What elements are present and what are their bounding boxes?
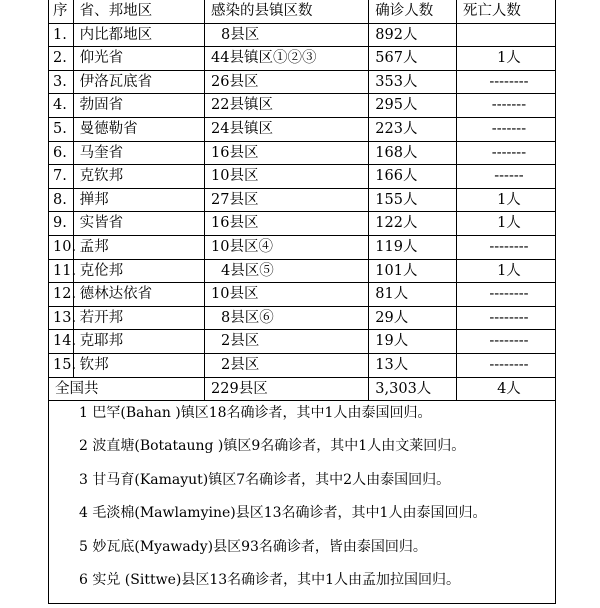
total-deaths: 4人 (456, 377, 555, 401)
row-no: 10. (49, 235, 73, 259)
table-row (49, 306, 555, 330)
row-cases: 168人 (369, 141, 457, 165)
row-towns: 10县区 (205, 165, 369, 189)
row-cases: 353人 (369, 70, 457, 94)
row-region: 克耶邦 (73, 330, 204, 354)
row-towns: 26县区 (205, 70, 369, 94)
table-row (49, 259, 555, 283)
row-deaths: ------- (456, 141, 555, 165)
covid-region-table-sheet (48, 0, 556, 604)
row-cases: 101人 (369, 259, 457, 283)
row-deaths: 1人 (456, 259, 555, 283)
row-region: 仰光省 (73, 47, 204, 71)
row-deaths: ------ (456, 165, 555, 189)
footnote: 5 妙瓦底(Myawady)县区93名确诊者，皆由泰国回归。 (79, 539, 427, 555)
row-region: 曼德勒省 (73, 117, 204, 141)
row-cases: 122人 (369, 212, 457, 236)
row-region: 孟邦 (73, 235, 204, 259)
row-towns: 27县区 (205, 188, 369, 212)
row-no: 4. (49, 94, 73, 118)
row-region: 克钦邦 (73, 165, 204, 189)
row-region: 勃固省 (73, 94, 204, 118)
table-row (49, 23, 555, 47)
total-label: 全国共 (49, 377, 205, 401)
table-row (49, 165, 555, 189)
total-cases: 3,303人 (369, 377, 457, 401)
row-deaths: -------- (456, 353, 555, 377)
table-row (49, 117, 555, 141)
row-region: 马奎省 (73, 141, 204, 165)
row-no: 12. (49, 283, 73, 307)
footnote: 2 波直塘(Botataung )镇区9名确诊者，其中1人由文莱回归。 (79, 438, 466, 454)
row-cases: 19人 (369, 330, 457, 354)
row-towns: 8县区⑥ (205, 306, 369, 330)
row-deaths: ------- (456, 117, 555, 141)
row-deaths: 1人 (456, 188, 555, 212)
header-row (49, 0, 555, 23)
row-deaths: 1人 (456, 212, 555, 236)
row-towns: 10县区 (205, 283, 369, 307)
row-region: 伊洛瓦底省 (73, 70, 204, 94)
total-towns: 229县区 (205, 377, 369, 401)
cases-table (49, 0, 555, 401)
row-region: 掸邦 (73, 188, 204, 212)
footnote: 1 巴罕(Bahan )镇区18名确诊者，其中1人由泰国回归。 (79, 405, 432, 421)
row-towns: 8县区 (205, 23, 369, 47)
row-no: 15. (49, 353, 73, 377)
row-no: 1. (49, 23, 73, 47)
row-cases: 223人 (369, 117, 457, 141)
row-towns: 44县镇区①②③ (205, 47, 369, 71)
row-region: 内比都地区 (73, 23, 204, 47)
table-row (49, 141, 555, 165)
footnote: 6 实兑 (Sittwe)县区13名确诊者，其中1人由孟加拉国回归。 (79, 572, 461, 588)
table-row (49, 47, 555, 71)
row-cases: 29人 (369, 306, 457, 330)
row-region: 若开邦 (73, 306, 204, 330)
row-towns: 2县区 (205, 330, 369, 354)
header-towns: 感染的县镇区数 (205, 0, 369, 23)
row-towns: 2县区 (205, 353, 369, 377)
row-region: 钦邦 (73, 353, 204, 377)
row-region: 德林达依省 (73, 283, 204, 307)
row-no: 3. (49, 70, 73, 94)
footnote: 3 甘马育(Kamayut)镇区7名确诊者，其中2人由泰国回归。 (79, 472, 451, 488)
row-deaths (456, 23, 555, 47)
header-no: 序 (49, 0, 73, 23)
row-deaths: -------- (456, 235, 555, 259)
table-row (49, 94, 555, 118)
row-towns: 22县镇区 (205, 94, 369, 118)
row-cases: 81人 (369, 283, 457, 307)
row-cases: 166人 (369, 165, 457, 189)
header-region: 省、邦地区 (73, 0, 204, 23)
row-no: 13. (49, 306, 73, 330)
row-cases: 567人 (369, 47, 457, 71)
table-row (49, 70, 555, 94)
row-cases: 892人 (369, 23, 457, 47)
row-no: 9. (49, 212, 73, 236)
row-region: 克伦邦 (73, 259, 204, 283)
row-no: 5. (49, 117, 73, 141)
row-no: 2. (49, 47, 73, 71)
row-towns: 10县区④ (205, 235, 369, 259)
table-row (49, 188, 555, 212)
row-deaths: ------- (456, 94, 555, 118)
header-cases: 确诊人数 (369, 0, 457, 23)
table-row (49, 212, 555, 236)
row-deaths: 1人 (456, 47, 555, 71)
row-cases: 155人 (369, 188, 457, 212)
table-row (49, 330, 555, 354)
row-deaths: -------- (456, 283, 555, 307)
row-cases: 119人 (369, 235, 457, 259)
row-cases: 295人 (369, 94, 457, 118)
row-no: 8. (49, 188, 73, 212)
row-region: 实皆省 (73, 212, 204, 236)
row-towns: 16县区 (205, 141, 369, 165)
row-no: 14. (49, 330, 73, 354)
footnote: 4 毛淡棉(Mawlamyine)县区13名确诊者，其中1人由泰国回归。 (79, 505, 487, 521)
total-row (49, 377, 555, 401)
row-deaths: -------- (456, 330, 555, 354)
row-cases: 13人 (369, 353, 457, 377)
table-row (49, 353, 555, 377)
row-deaths: -------- (456, 70, 555, 94)
row-no: 6. (49, 141, 73, 165)
row-towns: 24县镇区 (205, 117, 369, 141)
table-row (49, 235, 555, 259)
table-row (49, 283, 555, 307)
row-no: 7. (49, 165, 73, 189)
row-towns: 4县区⑤ (205, 259, 369, 283)
row-no: 11. (49, 259, 73, 283)
row-towns: 16县区 (205, 212, 369, 236)
header-deaths: 死亡人数 (456, 0, 555, 23)
row-deaths: -------- (456, 306, 555, 330)
